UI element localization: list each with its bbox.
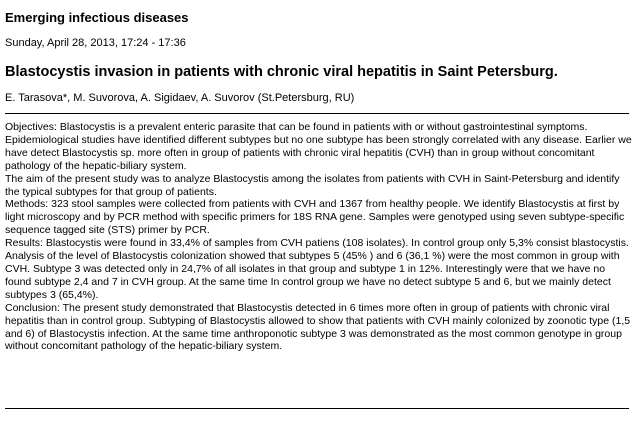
abstract-body xyxy=(5,121,633,353)
abstract-objectives: Objectives: Blastocystis is a prevalent enteric parasite that can be found in patients with or without gastrointestinal symptoms. Epidemiological studies have identified different subtypes but no one subtype has been strongly correlated with any disease. Earlier we have detect Blastocystis sp. more often in group of patients with chronic viral hepatitis (CVH) than in group without concomitant pathology of the hepatic-biliary system. xyxy=(5,121,632,172)
abstract-conclusion: Conclusion: The present study demonstrated that Blastocystis detected in 6 times more often in group of patients with chronic viral hepatitis than in control group. Subtyping of Blastocystis allowed to show that patients with CVH mainly colonized by zoonotic type (1,5 and 6) of Blastocystis infection. At the same time anthroponotic subtype 3 was demonstrated as the most common genotype in group without concomitant pathology of the hepatic-biliary system. xyxy=(5,301,631,353)
bottom-divider xyxy=(5,408,629,409)
session-datetime: Sunday, April 28, 2013, 17:24 - 17:36 xyxy=(5,37,186,49)
abstract-methods: Methods: 323 stool samples were collected from patients with CVH and 1367 from healthy people. We identify Blastocystis at first by light microscopy and by PCR method with specific primers for 18S RNA gene. Samples were genotyped using seven subtype-specific sequence tagged site (STS) primer by PCR. xyxy=(5,198,625,237)
paper-authors: E. Tarasova*, M. Suvorova, A. Sigidaev, A. Suvorov (St.Petersburg, RU) xyxy=(5,92,355,104)
paper-title: Blastocystis invasion in patients with chronic viral hepatitis in Saint Petersburg. xyxy=(5,64,558,80)
abstract-results: Results: Blastocystis were found in 33,4% of samples from CVH patiens (108 isolates). In control group only 5,3% consist blastocystis. Analysis of the level of Blastocystis colonization showed that subtypes 5 (45% ) and 6 (36,1 %) were the most common in group with CVH. Subtype 3 was detected only in 24,7% of all isolates in that group and subtype 1 in 12%. Interestingly were that we have no found subtype 2,4 and 7 in CVH group. At the same time In control group we have no detect subtype 5 and 6, but we mainly detect subtypes 3 (65,4%). xyxy=(5,237,629,301)
top-divider xyxy=(5,113,629,114)
abstract-aim: The aim of the present study was to analyze Blastocystis among the isolates from patients with CVH in Saint-Petersburg and identify the typical subtypes for that group of patients. xyxy=(5,172,620,198)
session-title: Emerging infectious diseases xyxy=(5,10,189,25)
